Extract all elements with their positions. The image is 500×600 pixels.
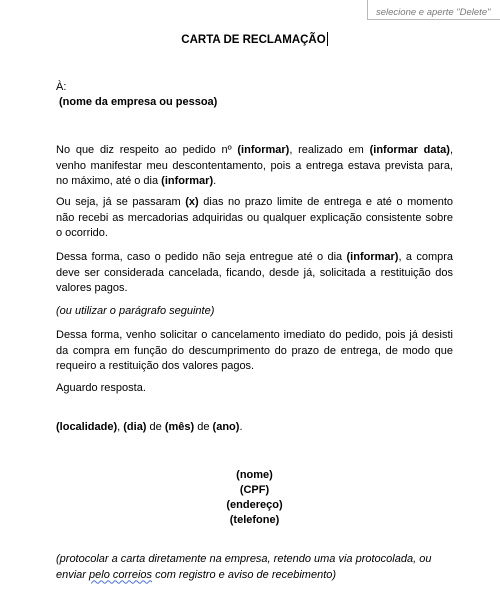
- paragraph-3-line-2: deve ser considerada cancelada, ficando, desde já, solicitada a restituição dos: [56, 266, 453, 279]
- place-date-line: (localidade), (dia) de (mês) de (ano).: [56, 421, 243, 433]
- text-cursor: [327, 32, 328, 46]
- paragraph-4: [56, 328, 453, 375]
- letter-title: [56, 32, 453, 48]
- recipient-label: [56, 80, 453, 96]
- paragraph-2-line-3: o ocorrido.: [56, 227, 108, 239]
- spellcheck-flag[interactable]: pelo correios: [89, 568, 153, 581]
- closing-line: [56, 381, 453, 397]
- closing-text: Aguardo resposta.: [56, 382, 146, 394]
- paragraph-4-line-1: Dessa forma, venho solicitar o cancelamento imediato do pedido, pois já desisti: [56, 329, 453, 341]
- signature-address: (endereço): [226, 499, 283, 511]
- footer-note-line-1: (protocolar a carta diretamente na empresa, retendo uma via protocolada, ou: [56, 553, 432, 565]
- paragraph-2-line-2: não recebi as mercadorias adquiridas ou qualquer explicação consistente sobre: [56, 211, 453, 224]
- recipient-label-text: À:: [56, 81, 67, 93]
- paragraph-1: [56, 143, 453, 190]
- instruction-tooltip: [367, 0, 500, 20]
- signature-cpf: (CPF): [239, 484, 270, 496]
- paragraph-3: [56, 250, 453, 297]
- signature-phone: (telefone): [229, 514, 280, 526]
- footer-note: [56, 552, 453, 583]
- tooltip-line-2: selecione e aperte "Delete": [376, 7, 491, 18]
- letter-title-text: CARTA DE RECLAMAÇÃO: [181, 34, 326, 46]
- paragraph-3-line-1: Dessa forma, caso o pedido não seja entregue até o dia (informar), a compra: [56, 251, 453, 263]
- paragraph-2-line-1: Ou seja, já se passaram (x) dias no prazo limite de entrega e até o momento: [56, 196, 453, 208]
- alternative-note-text: (ou utilizar o parágrafo seguinte): [56, 305, 215, 317]
- paragraph-4-line-3: requeiro a restituição dos valores pagos.: [56, 360, 255, 372]
- paragraph-1-line-2: venho manifestar meu descontentamento, pois a entrega estava prevista para,: [56, 159, 453, 172]
- alternative-note: [56, 304, 453, 320]
- paragraph-3-line-3: valores pagos.: [56, 282, 128, 294]
- recipient-name: [59, 95, 456, 111]
- paragraph-4-line-2: da compra em função do descumprimento do prazo de entrega, de modo que: [56, 344, 453, 357]
- signature-name: (nome): [236, 469, 273, 481]
- paragraph-2: [56, 195, 453, 242]
- tooltip-line-1: [376, 0, 500, 7]
- paragraph-1-line-3: no máximo, até o dia (informar).: [56, 175, 217, 187]
- paragraph-1-line-1: No que diz respeito ao pedido nº (informar), realizado em (informar data),: [56, 144, 453, 156]
- recipient-name-text: (nome da empresa ou pessoa): [59, 96, 218, 108]
- footer-note-line-2: enviar pelo correios com registro e aviso de recebimento): [56, 568, 337, 581]
